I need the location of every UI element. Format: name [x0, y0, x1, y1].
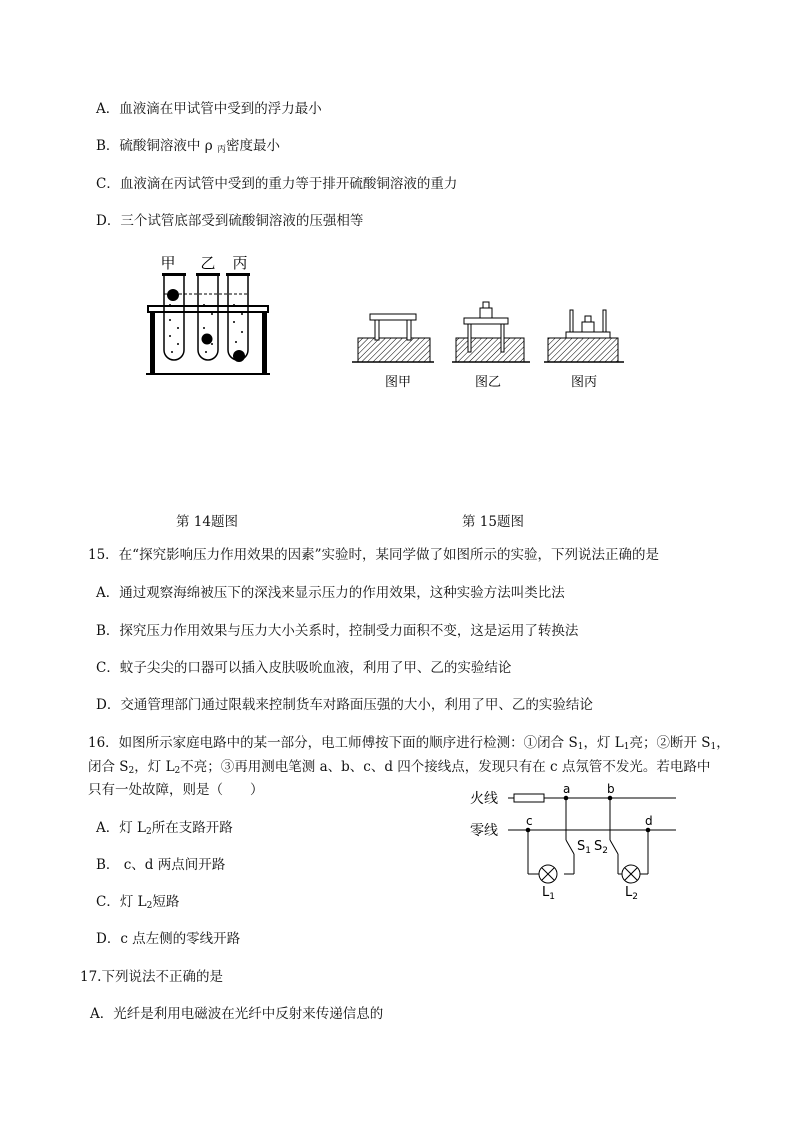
- q16-stem-line2: [88, 758, 710, 780]
- fig14-label-bing: 丙: [232, 254, 248, 272]
- q16-sub-s1: 1: [577, 742, 584, 752]
- switch-s1: [566, 840, 574, 854]
- q16-circuit-diagram: [468, 782, 678, 900]
- q16-line2-part-b: ，灯 L: [134, 759, 175, 775]
- q15-option-a: A．通过观察海绵被压下的深浅来显示压力的作用效果，这种实验方法叫类比法: [96, 585, 565, 601]
- q16-stem-line1: [88, 734, 730, 756]
- node-d-label: d: [645, 814, 653, 828]
- q16-option-b: B． c、d 两点间开路: [96, 857, 226, 873]
- q16-stem-line3: 只有一处故障，则是（ ）: [88, 782, 264, 798]
- fig15-label-bing: 图丙: [570, 375, 598, 390]
- q15-option-b: B．探究压力作用效果与压力大小关系时，控制受力面积不变，这是运用了转换法: [96, 623, 579, 639]
- fuse: [514, 794, 544, 802]
- q16-option-d: D．c 点左侧的零线开路: [96, 931, 241, 947]
- fig14-label-yi: 乙: [200, 254, 216, 272]
- fig14-test-tubes: [140, 250, 280, 380]
- s1-label: $S_1$: [577, 839, 591, 856]
- fig15-label-jia: 图甲: [384, 375, 412, 390]
- q16-line1-part-b: ，灯 L: [583, 735, 624, 751]
- q16-option-c: [96, 893, 179, 915]
- q14-option-b-sub: 丙: [216, 145, 226, 155]
- fig14-label-jia: 甲: [160, 254, 176, 272]
- q16-option-c-pre: C．灯 L: [96, 894, 147, 910]
- q14-option-b-pre: B．硫酸铜溶液中 ρ: [96, 138, 217, 154]
- fig14-caption: 第 14题图: [176, 514, 238, 530]
- q14-option-c: C．血液滴在丙试管中受到的重力等于排开硫酸铜溶液的重力: [96, 176, 458, 192]
- q14-option-b: [96, 137, 280, 159]
- node-a-label: a: [563, 782, 571, 796]
- q16-line1-part-c: 亮；②断开 S: [629, 735, 711, 751]
- q15-option-d: D．交通管理部门通过限载来控制货车对路面压强的大小，利用了甲、乙的实验结论: [96, 697, 593, 713]
- q16-option-a-sub: 2: [146, 827, 152, 837]
- s2-label: $S_2$: [594, 839, 608, 856]
- q16-line2-part-a: 闭合 S: [88, 759, 129, 775]
- fig15-sponges: [348, 296, 634, 392]
- q15-option-c: C．蚊子尖尖的口器可以插入皮肤吸吮血液，利用了甲、乙的实验结论: [96, 660, 512, 676]
- q16-option-c-post: 短路: [152, 894, 180, 910]
- switch-s2: [610, 840, 618, 854]
- l2-label: $L_2$: [625, 885, 638, 900]
- q16-sub-s2: 2: [128, 766, 135, 776]
- q14-option-d: D．三个试管底部受到硫酸铜溶液的压强相等: [96, 213, 364, 229]
- circuit-live-label: 火线: [470, 791, 498, 807]
- q16-sub-l1: 1: [623, 742, 630, 752]
- node-b-label: b: [607, 782, 615, 796]
- q17-stem: 17.下列说法不正确的是: [80, 969, 223, 985]
- q16-line1-part-a: 16．如图所示家庭电路中的某一部分，电工师傅按下面的顺序进行检测：①闭合 S: [88, 735, 578, 751]
- q17-option-a: A．光纤是利用电磁波在光纤中反射来传递信息的: [90, 1006, 384, 1022]
- q16-line1-part-d: ，: [716, 735, 730, 751]
- l1-label: $L_1$: [542, 885, 555, 900]
- q14-option-a: A．血液滴在甲试管中受到的浮力最小: [96, 101, 322, 117]
- q16-option-a-pre: A．灯 L: [96, 820, 147, 836]
- q14-option-b-post: 密度最小: [225, 138, 280, 154]
- q16-option-a-post: 所在支路开路: [151, 820, 233, 836]
- fig15-caption: 第 15题图: [462, 514, 524, 530]
- q16-option-c-sub: 2: [146, 901, 153, 911]
- node-c-label: c: [526, 814, 533, 828]
- circuit-neutral-label: 零线: [470, 823, 498, 839]
- q16-option-a: [96, 819, 233, 841]
- q16-sub-l2: 2: [174, 766, 181, 776]
- fig15-label-yi: 图乙: [474, 375, 502, 390]
- q15-stem: 15．在“探究影响压力作用效果的因素”实验时，某同学做了如图所示的实验，下列说法正确的是: [88, 547, 659, 563]
- q16-sub-s1b: 1: [710, 742, 717, 752]
- q16-line2-part-c: 不亮；③再用测电笔测 a、b、c、d 四个接线点，发现只有在 c 点氖管不发光。若电路中: [180, 759, 711, 775]
